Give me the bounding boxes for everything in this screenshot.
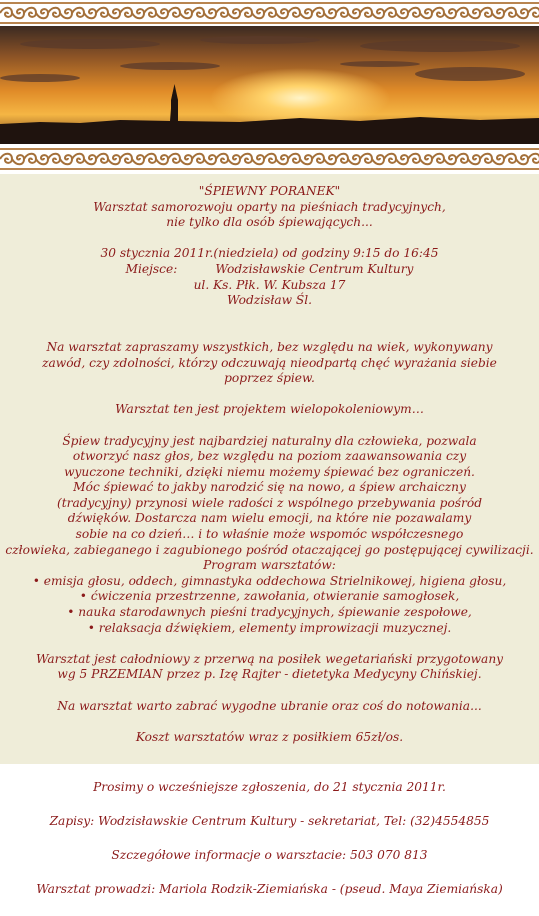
info-line: Szczegółowe informacje o warsztacie: 503 070 813 <box>111 848 428 862</box>
description-line: człowieka, zabieganego i zagubionego pośród otaczającej go postępującej cywilizacji. <box>5 542 534 557</box>
program-item: • emisja głosu, oddech, gimnastyka oddechowa Strielnikowej, higiena głosu, <box>32 573 507 588</box>
event-city: Wodzisław Śl. <box>226 293 313 308</box>
announcement-text <box>0 184 539 745</box>
bottom-ornament-border <box>0 144 539 174</box>
description-line: (tradycyjny) przynosi wiele radości z wspólnego przebywania pośród <box>56 495 483 510</box>
event-place <box>0 262 539 278</box>
event-date: 30 stycznia 2011r.(niedziela) od godziny 9:15 do 16:45 <box>100 246 439 261</box>
description-line: sobie na co dzień… i to właśnie może wspomóc współczesnego <box>75 527 464 542</box>
invite-line: poprzez śpiew. <box>224 371 315 386</box>
footer <box>0 780 539 916</box>
program-item: • nauka starodawnych pieśni tradycyjnych, śpiewanie zespołowe, <box>67 605 472 620</box>
project-line: Warsztat ten jest projektem wielopokoleniowym… <box>115 402 424 417</box>
lunch-line: Warsztat jest całodniowy z przerwą na posiłek wegetariański przygotowany <box>35 651 504 666</box>
deadline-line: Prosimy o wcześniejsze zgłoszenia, do 21 stycznia 2011r. <box>93 780 446 794</box>
event-subtitle-2: nie tylko dla osób śpiewających... <box>166 215 373 230</box>
invite-line: Na warsztat zapraszamy wszystkich, bez względu na wiek, wykonywany <box>46 339 493 354</box>
program-item: • relaksacja dźwiękiem, elementy improwizacji muzycznej. <box>87 620 452 635</box>
place-name: Wodzisławskie Centrum Kultury <box>215 261 414 276</box>
leader-line: Warsztat prowadzi: Mariola Rodzik-Ziemiańska - (pseud. Maya Ziemiańska) <box>36 882 503 896</box>
sunset-photo <box>0 26 539 144</box>
description-line: dźwięków. Dostarcza nam wielu emocji, na które nie pozawalamy <box>67 511 472 526</box>
invite-line: zawód, czy zdolności, którzy odczuwają nieodpartą chęć wyrażania siebie <box>42 355 497 370</box>
description-line: otworzyć nasz głos, bez względu na poziom zaawansowania czy <box>72 449 467 464</box>
clothes-line: Na warsztat warto zabrać wygodne ubranie oraz coś do notowania... <box>57 698 482 713</box>
description-line: Móc śpiewać to jakby narodzić się na nowo, a śpiew archaiczny <box>73 480 466 495</box>
event-address: ul. Ks. Płk. W. Kubsza 17 <box>193 277 346 292</box>
event-title: "ŚPIEWNY PORANEK" <box>198 184 341 198</box>
program-item: • ćwiczenia przestrzenne, zawołania, otwieranie samogłosek, <box>79 589 460 604</box>
registration-line: Zapisy: Wodzisławskie Centrum Kultury - sekretariat, Tel: (32)4554855 <box>49 814 490 828</box>
description-line: wyuczone techniki, dzięki niemu możemy śpiewać bez ograniczeń. <box>64 464 475 479</box>
description-line: Śpiew tradycyjny jest najbardziej naturalny dla człowieka, pozwala <box>62 433 477 448</box>
program-title: Program warsztatów: <box>203 558 336 573</box>
top-ornament-border <box>0 0 539 26</box>
cost-line: Koszt warsztatów wraz z posiłkiem 65zł/os. <box>135 729 404 744</box>
place-label: Miejsce: <box>125 261 178 276</box>
lunch-line: wg 5 PRZEMIAN przez p. Izę Rajter - dietetyka Medycyny Chińskiej. <box>57 667 482 682</box>
event-subtitle: Warsztat samorozwoju oparty na pieśniach tradycyjnych, <box>93 199 446 214</box>
